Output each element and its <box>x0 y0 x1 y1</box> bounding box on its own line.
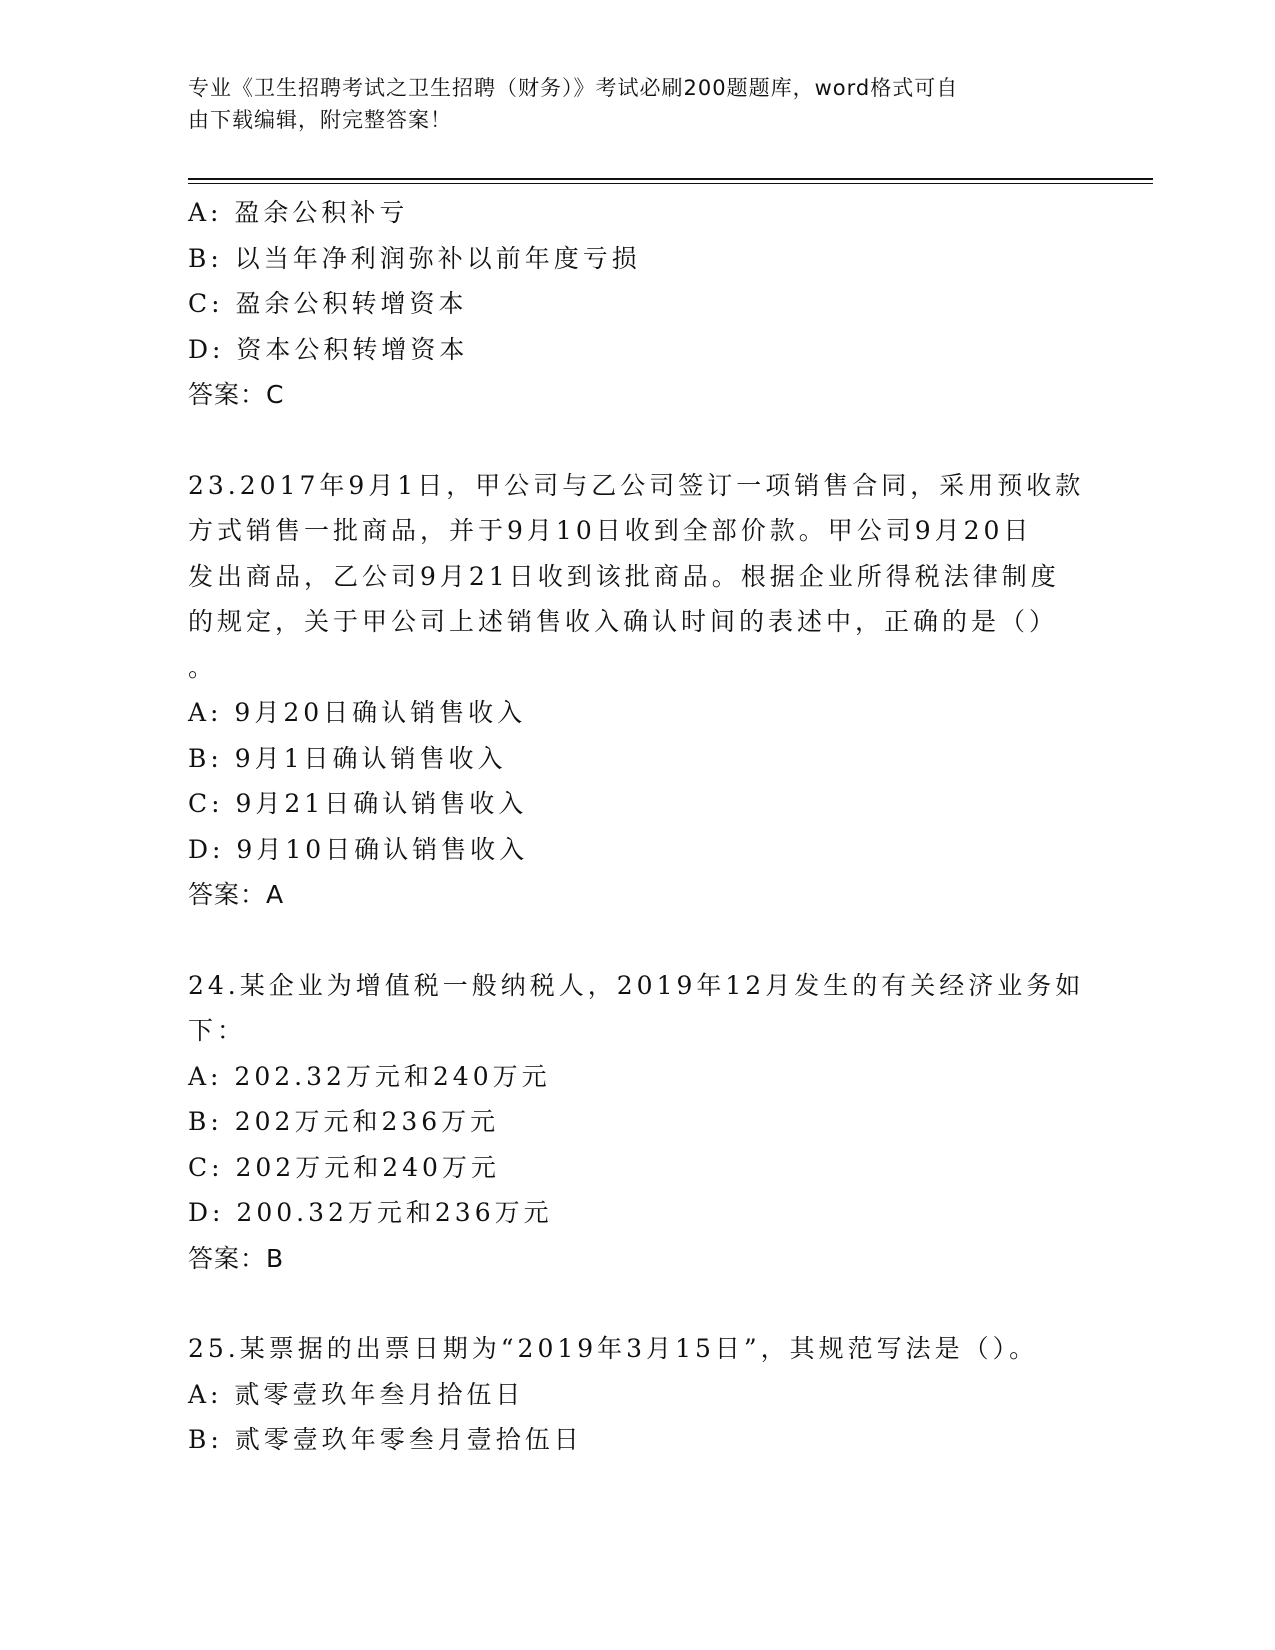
header-divider-thin <box>188 183 1153 184</box>
option-b: B: 202万元和236万元 <box>188 1107 500 1136</box>
answer-line: 答案：B <box>188 1243 285 1273</box>
option-b: B: 贰零壹玖年零叁月壹拾伍日 <box>188 1425 583 1454</box>
header-divider-thick <box>188 178 1153 180</box>
option-a: A: 202.32万元和240万元 <box>188 1061 551 1091</box>
question-list <box>188 190 1148 1463</box>
answer-line: 答案：A <box>188 880 285 909</box>
question-25 <box>188 1326 1148 1463</box>
option-c: C: 盈余公积转增资本 <box>188 289 468 318</box>
question-stem-line: 24.某企业为增值税一般纳税人，2019年12月发生的有关经济业务如 <box>188 970 1085 1000</box>
option-a: A: 9月20日确认销售收入 <box>188 698 527 727</box>
spacer <box>188 918 1148 963</box>
option-d: D: 资本公积转增资本 <box>188 334 469 364</box>
option-a: A: 盈余公积补亏 <box>188 198 409 227</box>
question-stem-line: 25.某票据的出票日期为“2019年3月15日”，其规范写法是（）。 <box>188 1334 1039 1363</box>
question-22-continued <box>188 190 1148 418</box>
question-stem-line: 23.2017年9月1日，甲公司与乙公司签订一项销售合同，采用预收款 <box>188 470 1085 500</box>
question-stem-line: 发出商品，乙公司9月21日收到该批商品。根据企业所得税法律制度 <box>188 561 1060 591</box>
option-c: C: 202万元和240万元 <box>188 1152 500 1182</box>
document-header <box>188 72 1068 136</box>
question-stem-line: 的规定，关于甲公司上述销售收入确认时间的表述中，正确的是（） <box>188 607 1059 636</box>
option-b: B: 以当年净利润弥补以前年度亏损 <box>188 243 641 273</box>
question-stem-line: 下： <box>188 1016 247 1045</box>
question-stem-line: 。 <box>188 652 218 682</box>
option-a: A: 贰零壹玖年叁月拾伍日 <box>188 1379 525 1409</box>
answer-line: 答案：C <box>188 380 285 409</box>
header-line-1: 专业《卫生招聘考试之卫生招聘（财务）》考试必刷200题题库，word格式可自 <box>188 76 959 100</box>
question-23 <box>188 463 1148 918</box>
spacer <box>188 1281 1148 1326</box>
header-line-2: 由下载编辑，附完整答案！ <box>188 108 452 132</box>
option-d: D: 200.32万元和236万元 <box>188 1198 553 1227</box>
option-b: B: 9月1日确认销售收入 <box>188 743 507 773</box>
spacer <box>188 418 1148 463</box>
question-stem-line: 方式销售一批商品，并于9月10日收到全部价款。甲公司9月20日 <box>188 516 1033 545</box>
option-c: C: 9月21日确认销售收入 <box>188 789 528 818</box>
question-24 <box>188 963 1148 1282</box>
option-d: D: 9月10日确认销售收入 <box>188 834 529 864</box>
